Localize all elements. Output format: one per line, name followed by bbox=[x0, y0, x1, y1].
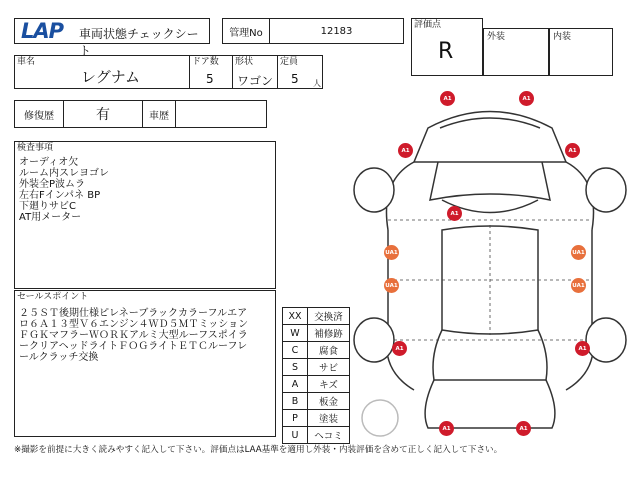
exterior-grade-label: 外装 bbox=[487, 32, 506, 42]
vehicle-name-label: 車名 bbox=[17, 57, 36, 67]
capacity-label: 定員 bbox=[280, 57, 299, 67]
damage-marker-a1: A1 bbox=[439, 421, 454, 436]
damage-marker-a1: A1 bbox=[447, 206, 462, 221]
damage-marker-a1: A1 bbox=[440, 91, 455, 106]
doors-value: 5 bbox=[206, 72, 214, 86]
doors-label: ドア数 bbox=[192, 57, 219, 67]
title-box bbox=[14, 18, 210, 58]
damage-legend-table bbox=[282, 307, 350, 444]
legend-meaning: ヘコミ bbox=[308, 427, 350, 444]
eval-score-value: R bbox=[438, 39, 454, 64]
legend-row bbox=[283, 393, 350, 410]
capacity-value: 5 bbox=[291, 72, 299, 86]
notes-line: 下廻りサビC bbox=[19, 201, 76, 212]
doors-box bbox=[189, 55, 233, 89]
sales-line: ークリアヘッドライトＦＯＧライトＥＴＣルーフレ bbox=[19, 341, 248, 352]
notes-line: 外装全P波ムラ bbox=[19, 179, 86, 190]
sales-points-label: セールスポイント bbox=[17, 292, 89, 302]
notes-line: 左右Fインパネ BP bbox=[19, 190, 101, 201]
legend-meaning: 腐食 bbox=[308, 342, 350, 359]
legend-code: U bbox=[283, 427, 308, 444]
legend-code: W bbox=[283, 325, 308, 342]
notes-line: AT用メーター bbox=[19, 212, 82, 223]
legend-meaning: 補修跡 bbox=[308, 325, 350, 342]
inspection-notes-box bbox=[14, 141, 276, 289]
repair-history-value: 有 bbox=[63, 100, 143, 128]
shape-label: 形状 bbox=[235, 57, 254, 67]
legend-code: P bbox=[283, 410, 308, 427]
sales-line: ＦＧＫマフラーＷＯＲＫアルミ大型ルーフスポイラ bbox=[19, 330, 248, 341]
legend-code: B bbox=[283, 393, 308, 410]
damage-marker-ua1: UA1 bbox=[384, 245, 399, 260]
legend-meaning: サビ bbox=[308, 359, 350, 376]
eval-score-box bbox=[411, 18, 483, 76]
damage-marker-a1: A1 bbox=[519, 91, 534, 106]
sales-line: ２５ＳＴ後期仕様ピレネーブラックカラーフルエア bbox=[19, 308, 248, 319]
repair-history-label: 修復歴 bbox=[14, 100, 64, 128]
capacity-unit: 人 bbox=[313, 79, 321, 88]
sales-line: ロ６Ａ１３型Ｖ６エンジン４ＷＤ５ＭＴミッション bbox=[19, 319, 249, 330]
shape-value: ワゴン bbox=[237, 74, 274, 88]
legend-meaning: 交換済 bbox=[308, 308, 350, 325]
sales-line: ールクラッチ交換 bbox=[19, 352, 99, 363]
sales-points-box bbox=[14, 290, 276, 437]
inspection-notes-label: 検査事項 bbox=[17, 143, 54, 153]
sales-points-text bbox=[19, 308, 248, 363]
vehicle-history-value bbox=[175, 100, 267, 128]
legend-row bbox=[283, 427, 350, 444]
legend-code: S bbox=[283, 359, 308, 376]
sheet-title: 車両状態チェックシート bbox=[79, 27, 199, 58]
eval-score-label: 評価点 bbox=[414, 20, 442, 30]
capacity-box bbox=[277, 55, 323, 89]
legend-code: C bbox=[283, 342, 308, 359]
damage-marker-a1: A1 bbox=[565, 143, 580, 158]
legend-meaning: キズ bbox=[308, 376, 350, 393]
legend-code: A bbox=[283, 376, 308, 393]
footer-note: ※撮影を前提に大きく読みやすく記入して下さい。評価点はLAA基準を適用し外装・内装評価を含めて正しく記入して下さい。 bbox=[14, 445, 503, 455]
legend-row bbox=[283, 308, 350, 325]
interior-grade-box bbox=[549, 28, 613, 76]
damage-marker-a1: A1 bbox=[392, 341, 407, 356]
legend-row bbox=[283, 359, 350, 376]
legend-row bbox=[283, 410, 350, 427]
vehicle-name-value: レグナム bbox=[81, 68, 140, 86]
vehicle-damage-diagram bbox=[350, 90, 630, 440]
damage-marker-ua1: UA1 bbox=[571, 245, 586, 260]
vehicle-history-label: 車歴 bbox=[142, 100, 176, 128]
legend-row bbox=[283, 325, 350, 342]
damage-marker-a1: A1 bbox=[575, 341, 590, 356]
legend-row bbox=[283, 342, 350, 359]
vehicle-name-box bbox=[14, 55, 190, 89]
legend-meaning: 板金 bbox=[308, 393, 350, 410]
legend-row bbox=[283, 376, 350, 393]
exterior-grade-box bbox=[483, 28, 549, 76]
damage-marker-a1: A1 bbox=[516, 421, 531, 436]
legend-meaning: 塗装 bbox=[308, 410, 350, 427]
interior-grade-label: 内装 bbox=[553, 32, 572, 42]
mgmt-no-value: 12183 bbox=[269, 18, 404, 44]
shape-box bbox=[232, 55, 278, 89]
damage-marker-a1: A1 bbox=[398, 143, 413, 158]
notes-line: ルーム内スレヨゴレ bbox=[19, 168, 109, 179]
damage-marker-ua1: UA1 bbox=[384, 278, 399, 293]
legend-code: XX bbox=[283, 308, 308, 325]
mgmt-no-label: 管理No bbox=[222, 18, 270, 44]
notes-line: オーディオ欠 bbox=[19, 157, 79, 168]
damage-marker-ua1: UA1 bbox=[571, 278, 586, 293]
inspection-notes-list bbox=[19, 157, 109, 223]
lap-logo: LAP bbox=[21, 19, 64, 43]
